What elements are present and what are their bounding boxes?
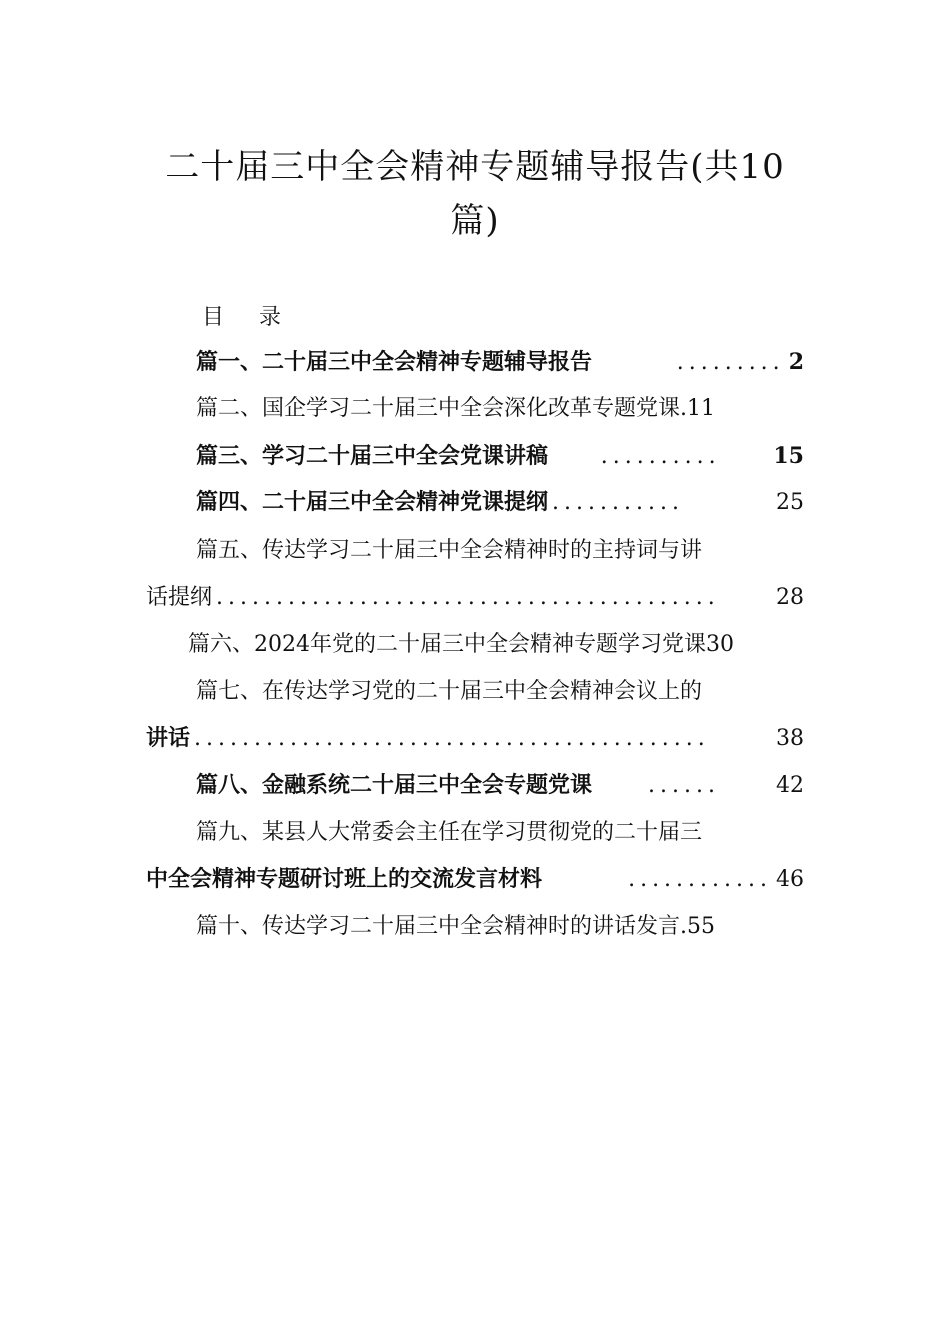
toc-entry-title: 篇十、传达学习二十届三中全会精神时的讲话发言 (196, 914, 681, 939)
toc-entry-title: 篇三、学习二十届三中全会党课讲稿 (196, 444, 549, 469)
toc-entry-title: 篇二、国企学习二十届三中全会深化改革专题党课 (196, 396, 681, 421)
toc-entry-6[interactable] (188, 629, 734, 661)
toc-entry-9-line-1[interactable]: 篇九、某县人大常委会主任在学习贯彻党的二十届三 (196, 820, 703, 845)
toc-entry-1[interactable] (196, 346, 804, 379)
page-number: 25 (776, 490, 804, 515)
dot-leader: ...... (648, 773, 720, 798)
dot-leader: ........... (552, 490, 684, 515)
toc-entry-title: 话提纲 (146, 585, 213, 610)
toc-entry-3[interactable] (196, 440, 804, 473)
toc-entry-title: 中全会精神专题研讨班上的交流发言材料 (146, 867, 543, 892)
toc-entry-9-line-2[interactable] (146, 864, 804, 896)
toc-entry-4[interactable] (196, 487, 804, 519)
page-number: 38 (776, 726, 804, 751)
toc-entry-title: 篇六、2024年党的二十届三中全会精神专题学习党课 (188, 632, 706, 657)
toc-entry-2[interactable] (196, 393, 804, 425)
dot-leader: ........................................... (194, 726, 710, 751)
page-number: 42 (776, 773, 804, 798)
title-line-1: 二十届三中全会精神专题辅导报告(共10 (165, 147, 785, 187)
toc-entry-10[interactable] (196, 911, 715, 943)
toc-entry-5-line-1[interactable]: 篇五、传达学习二十届三中全会精神时的主持词与讲 (196, 538, 703, 563)
page-number: 11 (687, 396, 716, 421)
dot-leader: . (680, 914, 688, 939)
dot-leader: ......... (676, 350, 785, 375)
page-number: 46 (776, 867, 804, 892)
toc-entry-title: 篇八、金融系统二十届三中全会专题党课 (196, 773, 593, 798)
toc-entry-7-line-1[interactable]: 篇七、在传达学习党的二十届三中全会精神会议上的 (196, 679, 703, 704)
page-number: 15 (773, 443, 804, 469)
toc-entry-title: 篇四、二十届三中全会精神党课提纲 (196, 490, 549, 515)
toc-entry-8[interactable] (196, 770, 804, 802)
document-title (100, 140, 850, 248)
toc-heading: 目 录 (202, 305, 295, 330)
toc-entry-title: 篇一、二十届三中全会精神专题辅导报告 (196, 350, 593, 375)
dot-leader: . (680, 396, 688, 421)
toc-entry-7-line-2[interactable] (146, 723, 804, 755)
dot-leader: .......... (600, 444, 721, 469)
dot-leader: ............ (628, 867, 772, 892)
title-line-2: 篇) (450, 201, 500, 241)
toc-entry-title: 讲话 (146, 726, 191, 751)
page-number: 55 (687, 914, 716, 939)
page-number: 30 (706, 632, 734, 657)
page-number: 28 (776, 585, 804, 610)
page-number: 2 (788, 349, 804, 375)
toc-entry-5-line-2[interactable] (146, 582, 804, 614)
dot-leader: .......................................... (216, 585, 720, 610)
